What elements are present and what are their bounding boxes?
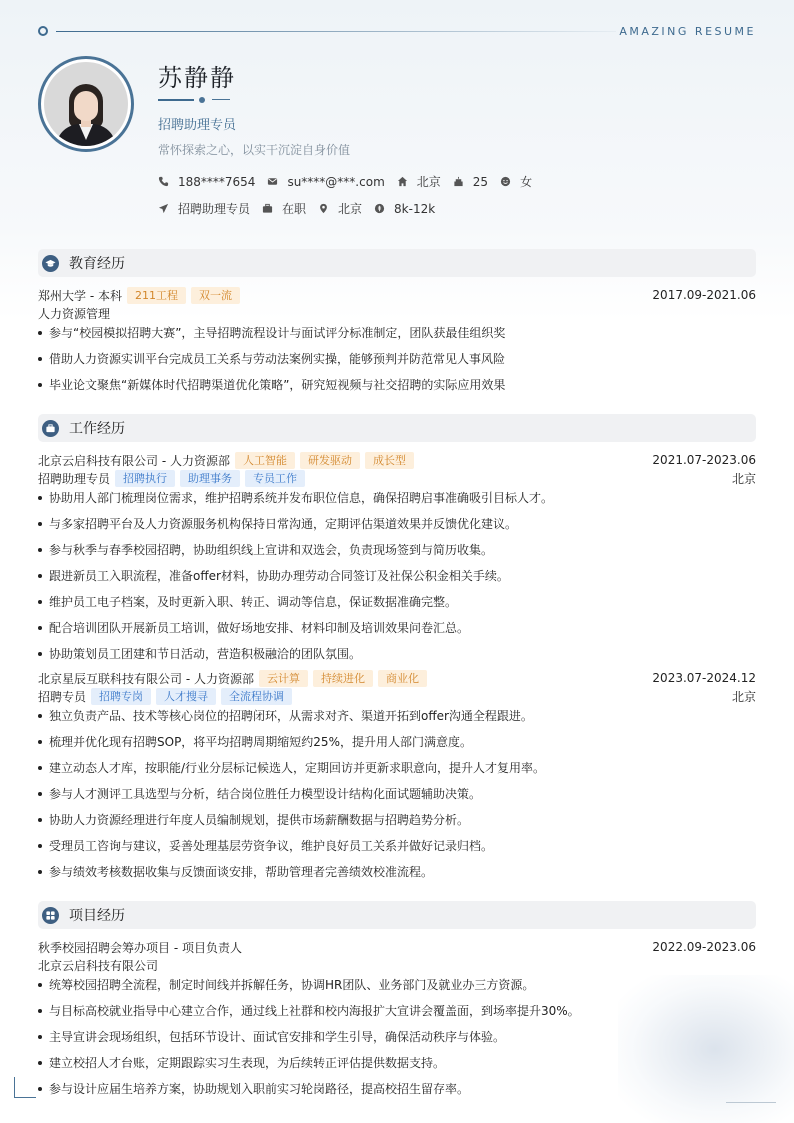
major: 人力资源管理 [38, 306, 111, 321]
motto: 常怀探索之心，以实干沉淀自身价值 [158, 143, 351, 157]
list-item: 参与设计应届生培养方案，协助规划入职前实习轮岗路径，提高校招生留存率。 [38, 1081, 756, 1097]
project-entry-header [38, 938, 756, 956]
graduation-cap-icon [42, 255, 59, 272]
intent-position: 招聘助理专员 [178, 202, 251, 216]
list-item: 借助人力资源实训平台完成员工关系与劳动法案例实操，能够预判并防范常见人事风险 [38, 351, 756, 367]
grid-icon [42, 907, 59, 924]
list-item: 参与“校园模拟招聘大赛”，主导招聘流程设计与面试评分标准制定，团队获最佳组织奖 [38, 325, 756, 341]
job-intent-row [158, 200, 447, 217]
briefcase-icon [42, 420, 59, 437]
decorative-blur [618, 975, 794, 1123]
city-value: 北京 [416, 175, 441, 189]
education-major-line [38, 304, 756, 322]
divider [56, 31, 616, 32]
job-title: 招聘助理专员 [158, 118, 237, 133]
company-tag: 研发驱动 [300, 452, 360, 469]
project-period: 2022.09-2023.06 [652, 940, 756, 954]
school-line: 郑州大学 - 本科 [38, 288, 122, 303]
education-period: 2017.09-2021.06 [652, 288, 756, 302]
company-line: 北京云启科技有限公司 - 人力资源部 [38, 453, 230, 468]
phone-item [158, 175, 255, 189]
list-item: 协助策划员工团建和节日活动，营造积极融洽的团队氛围。 [38, 646, 756, 662]
company-tag: 商业化 [378, 670, 427, 687]
intent-salary-item [374, 202, 435, 216]
company-tag: 人工智能 [235, 452, 295, 469]
list-item: 参与人才测评工具选型与分析，结合岗位胜任力模型设计结构化面试题辅助决策。 [38, 786, 756, 802]
list-item: 建立动态人才库，按职能/行业分层标记候选人，定期回访并更新求职意向，提升人才复用率。 [38, 760, 756, 776]
role-tag: 招聘执行 [115, 470, 175, 487]
project-title-line: 秋季校园招聘会筹办项目 - 项目负责人 [38, 940, 242, 955]
list-item: 配合培训团队开展新员工培训，做好场地安排、材料印制及培训效果问卷汇总。 [38, 620, 756, 636]
avatar-photo [44, 62, 128, 146]
job-location: 北京 [731, 689, 756, 704]
school-tag: 211工程 [127, 287, 186, 304]
list-item: 梳理并优化现有招聘SOP，将平均招聘周期缩短约25%，提升用人部门满意度。 [38, 734, 756, 750]
list-item: 与目标高校就业指导中心建立合作，通过线上社群和校内海报扩大宣讲会覆盖面，到场率提升30%。 [38, 1003, 756, 1019]
role-tag: 人才搜寻 [156, 688, 216, 705]
job-entry-header [38, 669, 756, 687]
list-item: 跟进新员工入职流程，准备offer材料，协助办理劳动合同签订及社保公积金相关手续。 [38, 568, 756, 584]
intent-status: 在职 [282, 202, 307, 216]
header-decoration [38, 26, 638, 38]
education-entry-header [38, 286, 756, 304]
section-title: 教育经历 [69, 256, 125, 272]
phone-icon [158, 176, 169, 187]
intent-city: 北京 [338, 202, 363, 216]
list-item: 受理员工咨询与建议，妥善处理基层劳资争议，维护良好员工关系并做好记录归档。 [38, 838, 756, 854]
intent-status-item [262, 200, 306, 217]
smile-icon [500, 176, 511, 187]
avatar [38, 56, 134, 152]
job-location: 北京 [731, 471, 756, 486]
job-period: 2023.07-2024.12 [652, 671, 756, 685]
age-item [453, 175, 488, 189]
gender-value: 女 [520, 175, 533, 189]
contact-row [158, 173, 544, 190]
role-tag: 招聘专岗 [91, 688, 151, 705]
role: 招聘助理专员 [38, 471, 111, 486]
email-item [267, 175, 384, 189]
list-item: 与多家招聘平台及人力资源服务机构保持日常沟通，定期评估渠道效果并反馈优化建议。 [38, 516, 756, 532]
section-title: 工作经历 [69, 421, 125, 437]
list-item: 协助人力资源经理进行年度人员编制规划，提供市场薪酬数据与招聘趋势分析。 [38, 812, 756, 828]
home-icon [397, 176, 408, 187]
intent-position-item [158, 200, 250, 217]
list-item: 统筹校园招聘全流程，制定时间线并拆解任务，协调HR团队、业务部门及就业办三方资源。 [38, 977, 756, 993]
job-entry-header [38, 451, 756, 469]
role-tag: 专员工作 [245, 470, 305, 487]
job-period: 2021.07-2023.06 [652, 453, 756, 467]
role: 招聘专员 [38, 689, 87, 704]
cake-icon [453, 176, 464, 187]
email-value: su****@***.com [287, 174, 385, 189]
send-icon [158, 203, 169, 214]
list-item: 参与秋季与春季校园招聘，协助组织线上宣讲和双选会，负责现场签到与简历收集。 [38, 542, 756, 558]
school-tag: 双一流 [191, 287, 240, 304]
list-item: 主导宣讲会现场组织，包括环节设计、面试官安排和学生引导，确保活动秩序与体验。 [38, 1029, 756, 1045]
project-company: 北京云启科技有限公司 [38, 958, 159, 973]
briefcase-icon [262, 203, 273, 214]
job-role-line [38, 469, 756, 487]
name-underline-decoration [158, 96, 238, 104]
list-item: 协助用人部门梳理岗位需求，维护招聘系统并发布职位信息，确保招聘启事准确吸引目标人才。 [38, 490, 756, 506]
role-tag: 助理事务 [180, 470, 240, 487]
role-tag: 全流程协调 [221, 688, 292, 705]
age-value: 25 [472, 174, 489, 189]
company-tag: 云计算 [259, 670, 308, 687]
list-item: 毕业论文聚焦“新媒体时代招聘渠道优化策略”，研究短视频与社交招聘的实际应用效果 [38, 377, 756, 393]
intent-city-item [318, 200, 362, 217]
education-section-header [38, 249, 756, 277]
gender-item [500, 173, 532, 190]
job-role-line [38, 687, 756, 705]
company-tag: 成长型 [365, 452, 414, 469]
divider [726, 1102, 776, 1103]
list-item: 维护员工电子档案，及时更新入职、转正、调动等信息，保证数据准确完整。 [38, 594, 756, 610]
company-line: 北京星辰互联科技有限公司 - 人力资源部 [38, 671, 254, 686]
intent-salary: 8k-12k [394, 201, 436, 216]
work-section-header [38, 414, 756, 442]
list-item: 建立校招人才台账，定期跟踪实习生表现，为后续转正评估提供数据支持。 [38, 1055, 756, 1071]
coin-icon [374, 203, 385, 214]
list-item: 参与绩效考核数据收集与反馈面谈安排，帮助管理者完善绩效校准流程。 [38, 864, 756, 880]
project-section-header [38, 901, 756, 929]
corner-bracket-decoration [14, 1077, 36, 1098]
city-item [397, 173, 441, 190]
project-company-line [38, 956, 756, 974]
candidate-name: 苏静静 [158, 64, 236, 92]
company-tag: 持续进化 [313, 670, 373, 687]
ring-icon [38, 26, 48, 36]
location-pin-icon [318, 203, 329, 214]
phone-value: 188****7654 [178, 174, 256, 189]
brand-label: AMAZING RESUME [619, 25, 756, 38]
list-item: 独立负责产品、技术等核心岗位的招聘闭环，从需求对齐、渠道开拓到offer沟通全程跟进。 [38, 708, 756, 724]
section-title: 项目经历 [69, 908, 125, 924]
mail-icon [267, 176, 278, 187]
